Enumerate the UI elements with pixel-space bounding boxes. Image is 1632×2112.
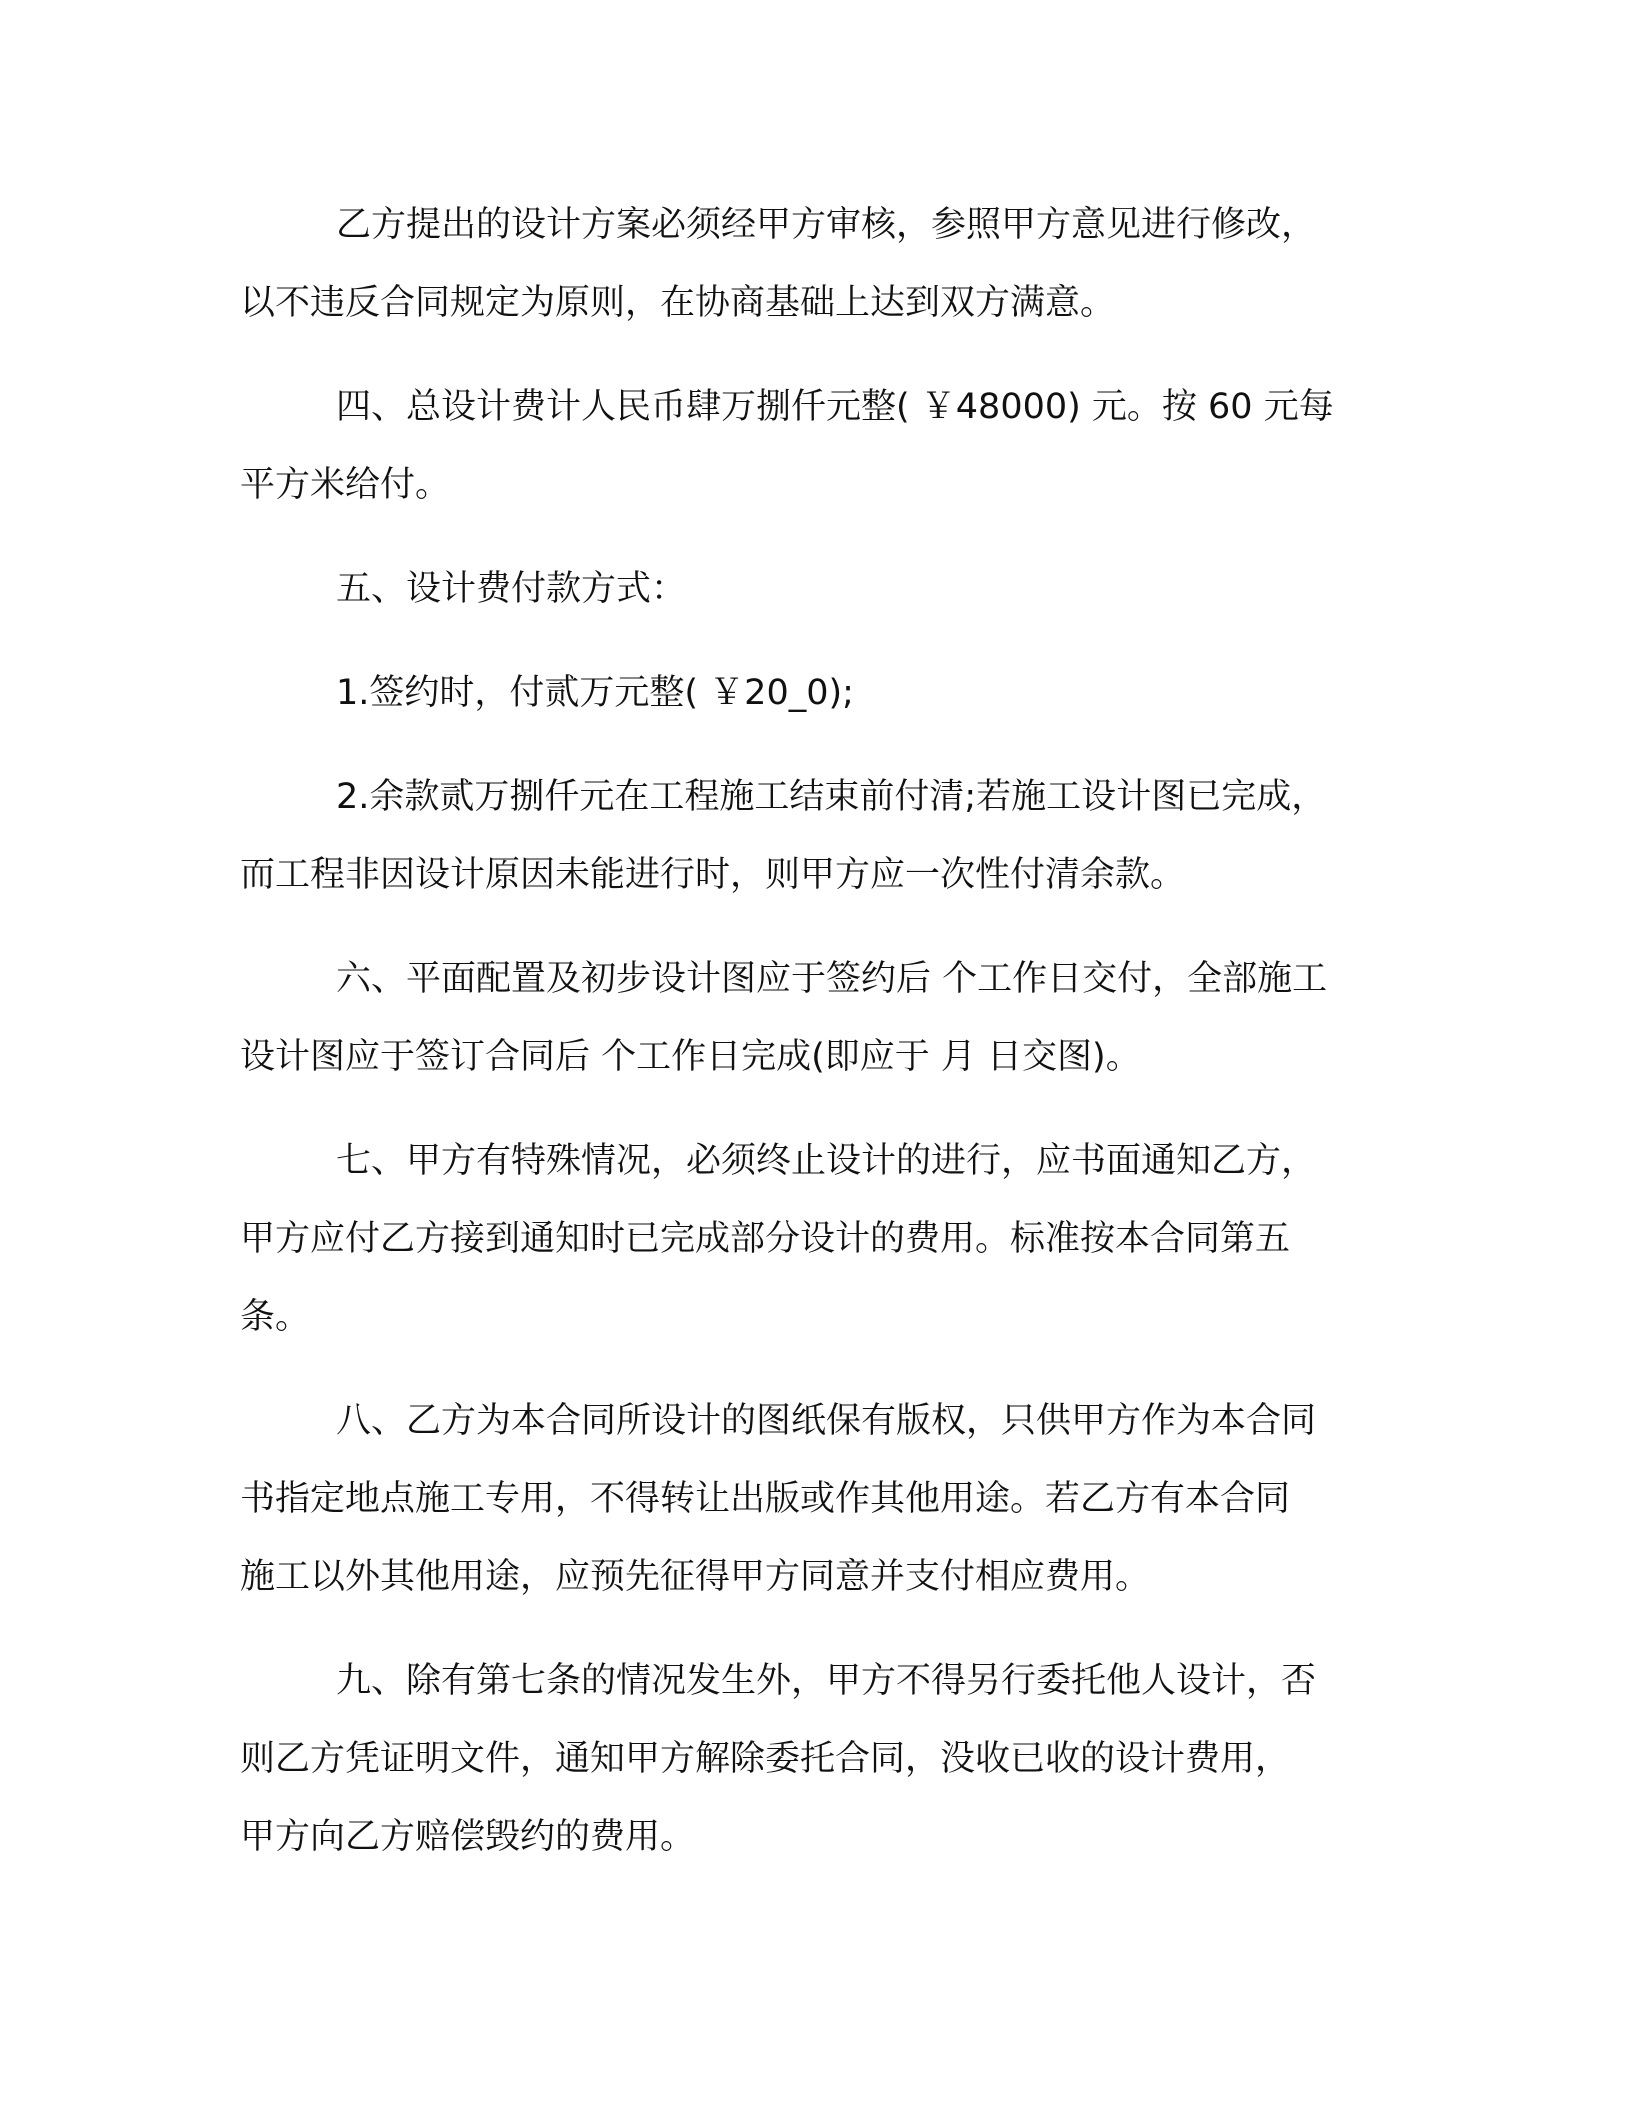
paragraph-line: 七、甲方有特殊情况，必须终止设计的进行，应书面通知乙方，: [336, 1141, 1317, 1181]
paragraph-clause-9: [240, 1642, 1390, 1876]
paragraph-line: 甲方向乙方赔偿毁约的费用。: [240, 1817, 696, 1857]
paragraph-line: 平方米给付。: [240, 465, 451, 505]
paragraph-line: 乙方提出的设计方案必须经甲方审核，参照甲方意见进行修改，: [336, 205, 1317, 245]
document-body: [240, 186, 1390, 1902]
paragraph-line: 八、乙方为本合同所设计的图纸保有版权，只供甲方作为本合同: [336, 1401, 1317, 1441]
paragraph-line: 施工以外其他用途，应预先征得甲方同意并支付相应费用。: [240, 1557, 1151, 1597]
paragraph-clause-5-item-2: [240, 758, 1390, 914]
paragraph-line: 而工程非因设计原因未能进行时，则甲方应一次性付清余款。: [240, 855, 1186, 895]
paragraph-clause-6: [240, 940, 1390, 1096]
paragraph-clause-8: [240, 1382, 1390, 1616]
paragraph-line: 1.签约时，付贰万元整( ￥20_0);: [336, 673, 854, 713]
paragraph-clause-5: [240, 550, 1390, 628]
paragraph-line: 六、平面配置及初步设计图应于签约后 个工作日交付，全部施工: [336, 959, 1328, 999]
paragraph-line: 书指定地点施工专用，不得转让出版或作其他用途。若乙方有本合同: [240, 1479, 1291, 1519]
paragraph-line: 五、设计费付款方式：: [336, 569, 687, 609]
paragraph-clause-5-item-1: [240, 654, 1390, 732]
paragraph-design-review: [240, 186, 1390, 342]
paragraph-line: 2.余款贰万捌仟元在工程施工结束前付清;若施工设计图已完成，: [336, 777, 1327, 817]
paragraph-line: 九、除有第七条的情况发生外，甲方不得另行委托他人设计，否: [336, 1661, 1317, 1701]
paragraph-clause-4: [240, 368, 1390, 524]
paragraph-line: 设计图应于签订合同后 个工作日完成(即应于 月 日交图)。: [240, 1037, 1141, 1077]
paragraph-line: 则乙方凭证明文件，通知甲方解除委托合同，没收已收的设计费用，: [240, 1739, 1291, 1779]
paragraph-line: 以不违反合同规定为原则，在协商基础上达到双方满意。: [240, 283, 1116, 323]
paragraph-clause-7: [240, 1122, 1390, 1356]
paragraph-line: 甲方应付乙方接到通知时已完成部分设计的费用。标准按本合同第五: [240, 1219, 1291, 1259]
paragraph-line: 条。: [240, 1297, 311, 1337]
paragraph-line: 四、总设计费计人民币肆万捌仟元整( ￥48000) 元。按 60 元每: [336, 387, 1334, 427]
